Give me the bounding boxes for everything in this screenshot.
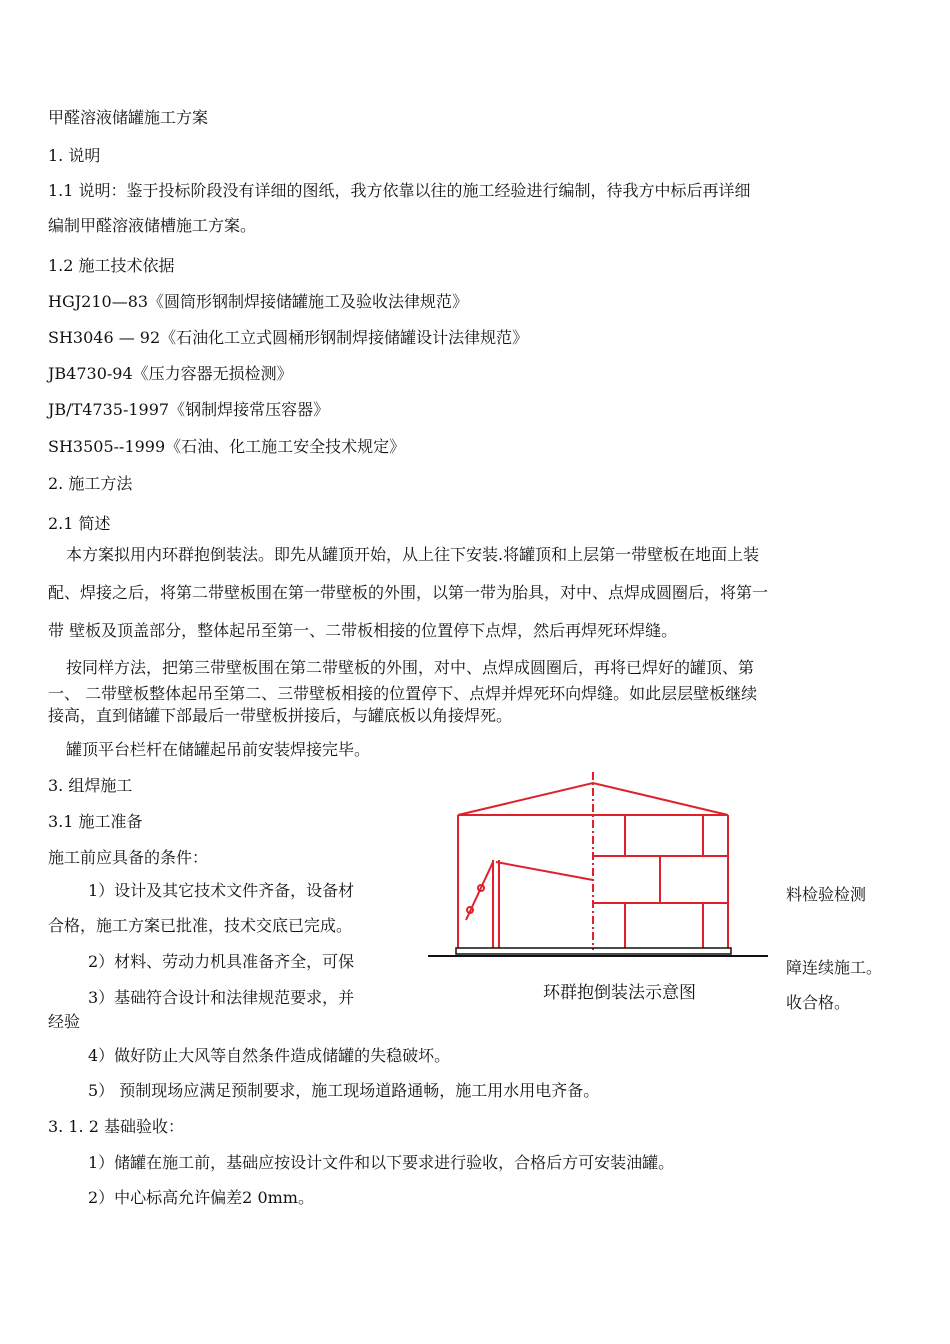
- reference-4: JB/T4735-1997《钢制焊接常压容器》: [48, 400, 330, 419]
- para-2-1-line2: 配、焊接之后，将第二带壁板围在第一带壁板的外围，以第一带为胎具，对中、点焊成圆圈后，将第一: [48, 583, 769, 602]
- inspection-2: 2）中心标高允许偏差2 0mm。: [88, 1188, 314, 1207]
- section-3-1-heading: 3.1 施工准备: [48, 812, 143, 831]
- para-2-3: 罐顶平台栏杆在储罐起吊前安装焊接完毕。: [66, 740, 371, 759]
- condition-1-part3: 合格，施工方案已批准，技术交底已完成。: [48, 916, 353, 935]
- condition-2-part1: 2）材料、劳动力机具准备齐全，可保: [88, 952, 355, 971]
- para-2-1-line3: 带 壁板及顶盖部分，整体起吊至第一、二带板相接的位置停下点焊，然后再焊死环焊缝。: [48, 621, 678, 640]
- condition-5: 5） 预制现场应满足预制要求，施工现场道路通畅，施工用水用电齐备。: [88, 1081, 600, 1100]
- figure-caption: 环群抱倒装法示意图: [543, 983, 696, 1003]
- condition-2-part2: 障连续施工。: [786, 958, 883, 977]
- para-1-1-line2: 编制甲醛溶液储槽施工方案。: [48, 216, 257, 235]
- lifting-arm-line: [496, 862, 593, 880]
- condition-3-part2: 收合格。: [786, 993, 851, 1012]
- prerequisites-intro: 施工前应具备的条件：: [48, 848, 209, 867]
- condition-3-part1: 3）基础符合设计和法律规范要求，并: [88, 988, 355, 1007]
- para-2-2-line2: 一、 二带壁板整体起吊至第二、三带壁板相接的位置停下、点焊并焊死环向焊缝。如此层层壁板继续: [48, 684, 758, 703]
- reference-1: HGJ210—83《圆筒形钢制焊接储罐施工及验收法律规范》: [48, 292, 469, 311]
- condition-3-part3: 经验: [48, 1012, 81, 1031]
- section-3-heading: 3. 组焊施工: [48, 776, 133, 795]
- condition-1-part2: 料检验检测: [786, 885, 867, 904]
- section-1-2-heading: 1.2 施工技术依据: [48, 256, 175, 275]
- inspection-1: 1）储罐在施工前，基础应按设计文件和以下要求进行验收，合格后方可安装油罐。: [88, 1153, 675, 1172]
- section-2-1-heading: 2.1 简述: [48, 514, 111, 533]
- reference-3: JB4730-94《压力容器无损检测》: [48, 364, 293, 383]
- condition-1-part1: 1）设计及其它技术文件齐备，设备材: [88, 881, 355, 900]
- para-2-1-line1: 本方案拟用内环群抱倒装法。即先从罐顶开始，从上往下安装.将罐顶和上层第一带壁板在地面上装: [66, 545, 760, 564]
- condition-4: 4）做好防止大风等自然条件造成储罐的失稳破坏。: [88, 1046, 451, 1065]
- section-3-1-2-heading: 3. 1. 2 基础验收：: [48, 1117, 184, 1136]
- section-1-heading: 1. 说明: [48, 146, 101, 165]
- doc-title: 甲醛溶液储罐施工方案: [48, 108, 209, 127]
- reference-5: SH3505--1999《石油、化工施工安全技术规定》: [48, 437, 406, 456]
- section-2-heading: 2. 施工方法: [48, 474, 133, 493]
- para-1-1-line1: 1.1 说明：鉴于投标阶段没有详细的图纸，我方依靠以往的施工经验进行编制，待我方中标后再详细: [48, 181, 751, 200]
- para-2-2-line3: 接高，直到储罐下部最后一带壁板拼接后，与罐底板以角接焊死。: [48, 706, 513, 725]
- reference-2: SH3046 — 92《石油化工立式圆桶形钢制焊接储罐设计法律规范》: [48, 328, 529, 347]
- para-2-2-line1: 按同样方法，把第三带壁板围在第二带壁板的外围，对中、点焊成圆圈后，再将已焊好的罐顶、第: [66, 658, 755, 677]
